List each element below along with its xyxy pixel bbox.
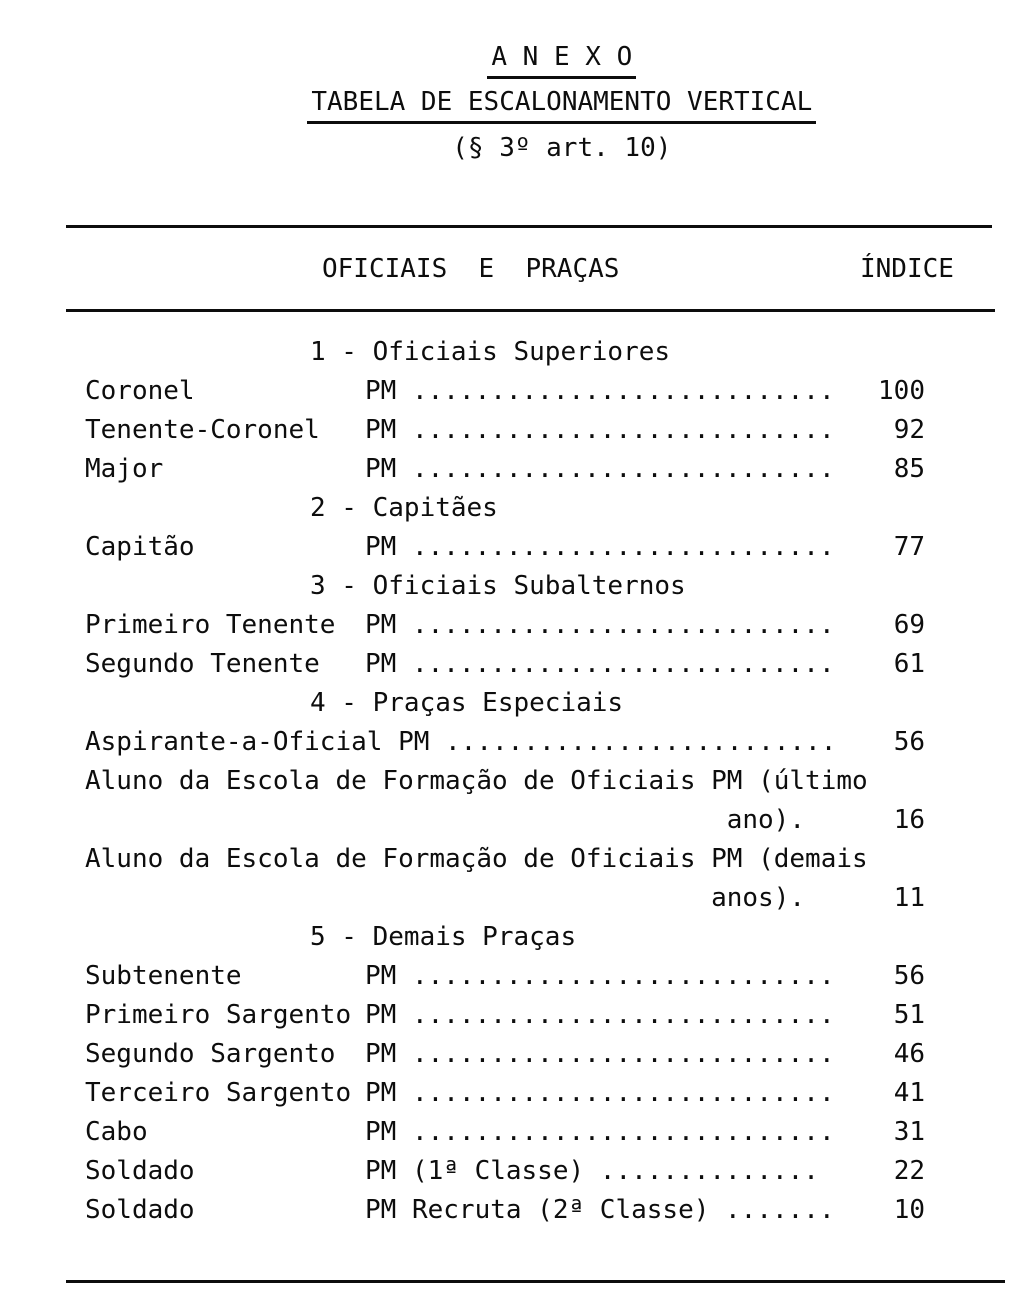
index-value: 69 <box>893 609 925 640</box>
column-header-oficiais-e-pracas: OFICIAIS E PRAÇAS <box>322 254 620 284</box>
section-label: 3 - Oficiais Subalternos <box>310 570 686 601</box>
table-rows <box>85 332 925 1229</box>
index-value: 77 <box>893 531 925 562</box>
rank-name: Segundo Tenente <box>85 648 320 679</box>
index-value: 92 <box>893 414 925 445</box>
index-value: 56 <box>893 960 925 991</box>
rank-detail-leader: PM ........................... <box>365 453 835 484</box>
index-value: 51 <box>893 999 925 1030</box>
table-bottom-rule <box>66 1280 1005 1283</box>
table-row <box>85 410 925 449</box>
table-row <box>85 371 925 410</box>
index-value: 22 <box>893 1155 925 1186</box>
rank-name: Terceiro Sargento <box>85 1077 352 1108</box>
rank-detail-leader: PM (1ª Classe) .............. <box>365 1155 819 1186</box>
rank-name: Capitão <box>85 531 195 562</box>
rank-name: Major <box>85 453 164 484</box>
table-title: TABELA DE ESCALONAMENTO VERTICAL <box>307 87 816 124</box>
table-row <box>85 839 925 878</box>
section-heading-row <box>85 566 925 605</box>
rank-wrapped-line-start: Aluno da Escola de Formação de Oficiais PM (demais <box>85 843 868 874</box>
section-heading-row <box>85 917 925 956</box>
rank-detail-leader: PM ........................... <box>365 414 835 445</box>
index-value: 16 <box>893 804 925 835</box>
section-label: 1 - Oficiais Superiores <box>310 336 671 367</box>
table-row <box>85 527 925 566</box>
table-row <box>85 449 925 488</box>
rank-name: Tenente-Coronel <box>85 414 320 445</box>
index-value: 10 <box>893 1194 925 1225</box>
rank-detail-leader: PM ........................... <box>365 999 835 1030</box>
index-value: 85 <box>893 453 925 484</box>
table-row <box>85 956 925 995</box>
rank-name: Soldado <box>85 1155 195 1186</box>
index-value: 100 <box>878 375 925 406</box>
rank-full-line: Aspirante-a-Oficial PM ......................... <box>85 726 837 757</box>
table-row <box>85 1073 925 1112</box>
index-value: 31 <box>893 1116 925 1147</box>
annex-title: A N E X O <box>487 42 636 79</box>
rank-name: Coronel <box>85 375 195 406</box>
rank-wrapped-line-start: Aluno da Escola de Formação de Oficiais PM (último <box>85 765 868 796</box>
section-heading-row <box>85 683 925 722</box>
table-row <box>85 878 925 917</box>
section-label: 2 - Capitães <box>310 492 498 523</box>
section-label: 4 - Praças Especiais <box>310 687 624 718</box>
table-row <box>85 722 925 761</box>
rank-detail-leader: PM ........................... <box>365 1116 835 1147</box>
rank-name: Cabo <box>85 1116 148 1147</box>
section-heading-row <box>85 332 925 371</box>
rank-name: Segundo Sargento <box>85 1038 336 1069</box>
rank-detail-leader: PM ........................... <box>365 648 835 679</box>
index-value: 61 <box>893 648 925 679</box>
index-value: 46 <box>893 1038 925 1069</box>
index-value: 56 <box>893 726 925 757</box>
table-row <box>85 761 925 800</box>
column-header-indice: ÍNDICE <box>860 254 954 284</box>
table-header-rule <box>66 309 995 312</box>
rank-name: Primeiro Sargento <box>85 999 352 1030</box>
index-value: 11 <box>893 882 925 913</box>
article-ref: (§ 3º art. 10) <box>452 133 672 163</box>
table-row <box>85 644 925 683</box>
rank-detail-leader: PM ........................... <box>365 960 835 991</box>
table-row <box>85 1034 925 1073</box>
rank-detail-leader: PM ........................... <box>365 1077 835 1108</box>
rank-name: Subtenente <box>85 960 242 991</box>
rank-detail-leader: PM ........................... <box>365 531 835 562</box>
rank-wrapped-line-end: ano). <box>726 804 805 835</box>
rank-name: Soldado <box>85 1194 195 1225</box>
section-heading-row <box>85 488 925 527</box>
table-row <box>85 800 925 839</box>
rank-detail-leader: PM ........................... <box>365 609 835 640</box>
rank-wrapped-line-end: anos). <box>711 882 805 913</box>
article-ref-line <box>44 103 1017 193</box>
section-label: 5 - Demais Praças <box>310 921 577 952</box>
table-row <box>85 1151 925 1190</box>
rank-detail-leader: PM Recruta (2ª Classe) ....... <box>365 1194 835 1225</box>
rank-name: Primeiro Tenente <box>85 609 336 640</box>
table-row <box>85 1112 925 1151</box>
table-top-rule <box>66 225 992 228</box>
rank-detail-leader: PM ........................... <box>365 1038 835 1069</box>
table-row <box>85 1190 925 1229</box>
table-row <box>85 995 925 1034</box>
index-value: 41 <box>893 1077 925 1108</box>
rank-detail-leader: PM ........................... <box>365 375 835 406</box>
table-row <box>85 605 925 644</box>
